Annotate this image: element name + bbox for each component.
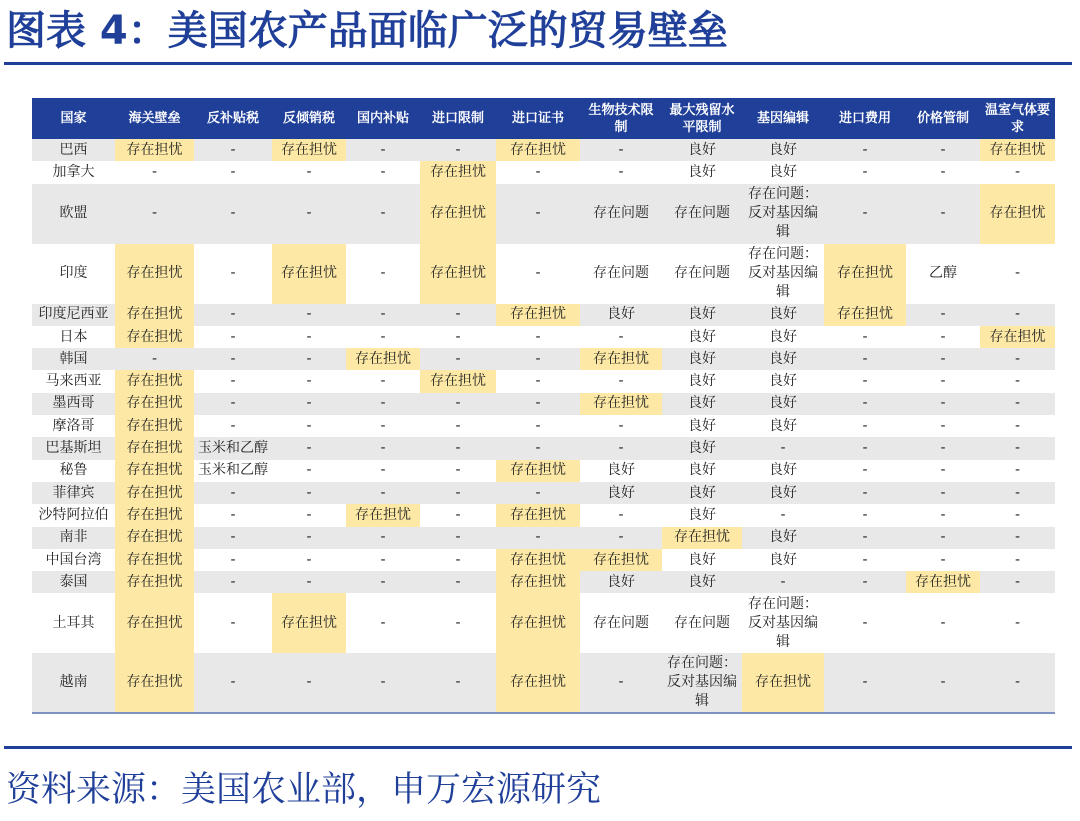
table-cell: - (980, 244, 1055, 304)
table-cell: 存在担忧 (272, 593, 346, 653)
table-cell: - (496, 415, 580, 437)
table-cell: - (272, 460, 346, 482)
table-cell: 存在问题 (580, 244, 662, 304)
table-cell: 良好 (580, 460, 662, 482)
table-cell: - (272, 571, 346, 593)
table-cell: - (346, 482, 420, 504)
table-cell: - (346, 437, 420, 459)
table-cell: 存在担忧 (115, 370, 194, 392)
table-cell: 存在担忧 (980, 326, 1055, 348)
table-cell: - (115, 348, 194, 370)
table-cell: - (272, 549, 346, 571)
table-cell: - (824, 549, 906, 571)
table-cell: 存在担忧 (496, 653, 580, 713)
table-cell: - (272, 370, 346, 392)
table-cell: - (580, 527, 662, 549)
table-cell: - (906, 326, 980, 348)
table-cell: 良好 (742, 527, 824, 549)
table-cell: - (194, 393, 272, 415)
table-cell: 良好 (742, 161, 824, 183)
table-cell: - (420, 437, 496, 459)
table-cell: - (272, 437, 346, 459)
table-cell: - (980, 370, 1055, 392)
table-cell: 良好 (662, 504, 742, 526)
table-cell: - (420, 393, 496, 415)
table-cell: 乙醇 (906, 244, 980, 304)
table-cell: - (272, 326, 346, 348)
column-header: 进口证书 (496, 98, 580, 139)
table-cell: - (272, 653, 346, 713)
table-cell: - (346, 593, 420, 653)
table-cell: - (906, 504, 980, 526)
table-cell: - (496, 527, 580, 549)
table-cell: 存在问题 (580, 593, 662, 653)
table-cell: - (824, 527, 906, 549)
table-row (32, 139, 1055, 161)
country-cell: 印度尼西亚 (32, 304, 115, 326)
table-cell: - (824, 571, 906, 593)
table-cell: 存在担忧 (115, 139, 194, 161)
column-header: 反补贴税 (194, 98, 272, 139)
table-cell: 存在担忧 (496, 460, 580, 482)
table-cell: - (980, 304, 1055, 326)
table-cell: - (824, 184, 906, 244)
table-cell: - (906, 437, 980, 459)
table-cell: - (824, 482, 906, 504)
table-cell: - (346, 393, 420, 415)
country-cell: 土耳其 (32, 593, 115, 653)
table-cell: - (980, 593, 1055, 653)
table-row (32, 482, 1055, 504)
table-cell: - (194, 304, 272, 326)
table-cell: 存在担忧 (115, 549, 194, 571)
table-cell: 存在担忧 (115, 593, 194, 653)
column-header: 国内补贴 (346, 98, 420, 139)
table-cell: 良好 (662, 549, 742, 571)
source-note: 资料来源：美国农业部，申万宏源研究 (6, 770, 602, 810)
table-cell: - (980, 393, 1055, 415)
table-cell: 存在担忧 (115, 437, 194, 459)
table-cell: 存在担忧 (580, 393, 662, 415)
table-cell: - (194, 415, 272, 437)
table-row (32, 348, 1055, 370)
table-cell: 存在担忧 (346, 504, 420, 526)
table-cell: 存在担忧 (115, 304, 194, 326)
table-cell: - (980, 437, 1055, 459)
table-cell: - (980, 527, 1055, 549)
table-cell: - (346, 184, 420, 244)
table-cell: - (496, 326, 580, 348)
country-cell: 巴西 (32, 139, 115, 161)
table-cell: 良好 (742, 460, 824, 482)
country-cell: 加拿大 (32, 161, 115, 183)
table-cell: 存在问题：反对基因编辑 (742, 184, 824, 244)
table-cell: 良好 (662, 415, 742, 437)
table-cell: - (496, 393, 580, 415)
table-cell: - (346, 304, 420, 326)
table-cell: 存在担忧 (906, 571, 980, 593)
country-cell: 马来西亚 (32, 370, 115, 392)
table-cell: - (906, 653, 980, 713)
table-cell: - (980, 482, 1055, 504)
table-cell: 良好 (580, 482, 662, 504)
table-cell: - (420, 593, 496, 653)
table-cell: - (906, 161, 980, 183)
table-cell: - (906, 549, 980, 571)
column-header: 温室气体要求 (980, 98, 1055, 139)
table-cell: - (420, 653, 496, 713)
column-header: 价格管制 (906, 98, 980, 139)
country-cell: 韩国 (32, 348, 115, 370)
table-cell: 存在担忧 (115, 571, 194, 593)
table-cell: - (496, 370, 580, 392)
table-cell: - (906, 415, 980, 437)
country-cell: 巴基斯坦 (32, 437, 115, 459)
table-cell: 存在担忧 (115, 326, 194, 348)
country-cell: 中国台湾 (32, 549, 115, 571)
table-cell: 良好 (580, 304, 662, 326)
column-header: 反倾销税 (272, 98, 346, 139)
table-cell: 存在担忧 (115, 482, 194, 504)
table-cell: 良好 (742, 139, 824, 161)
table-cell: - (420, 527, 496, 549)
table-row (32, 244, 1055, 304)
country-cell: 欧盟 (32, 184, 115, 244)
table-cell: 存在担忧 (272, 139, 346, 161)
table-cell: 良好 (662, 370, 742, 392)
table-cell: - (272, 482, 346, 504)
table-cell: 存在担忧 (496, 571, 580, 593)
table-cell: 良好 (742, 326, 824, 348)
table-row (32, 593, 1055, 653)
table-cell: 存在担忧 (115, 393, 194, 415)
table-cell: 存在担忧 (496, 549, 580, 571)
table-row (32, 393, 1055, 415)
table-cell: - (580, 415, 662, 437)
table-cell: - (346, 161, 420, 183)
table-cell: 良好 (742, 370, 824, 392)
table-cell: 存在担忧 (662, 527, 742, 549)
table-cell: - (346, 653, 420, 713)
table-cell: - (420, 460, 496, 482)
table-cell: 存在担忧 (742, 653, 824, 713)
table-cell: - (272, 161, 346, 183)
table-cell: - (906, 393, 980, 415)
trade-barrier-table (32, 98, 1055, 714)
table-cell: 存在担忧 (496, 139, 580, 161)
table-row (32, 161, 1055, 183)
column-header: 海关壁垒 (115, 98, 194, 139)
table-cell: - (420, 326, 496, 348)
table-cell: 存在担忧 (420, 184, 496, 244)
table-cell: - (194, 326, 272, 348)
table-row (32, 437, 1055, 459)
country-cell: 秘鲁 (32, 460, 115, 482)
column-header: 进口费用 (824, 98, 906, 139)
table-cell: - (420, 348, 496, 370)
table-cell: - (496, 482, 580, 504)
table-row (32, 370, 1055, 392)
table-cell: - (272, 504, 346, 526)
table-cell: 良好 (742, 348, 824, 370)
table-cell: - (824, 460, 906, 482)
table-cell: - (194, 348, 272, 370)
table-cell: - (980, 504, 1055, 526)
table-cell: 良好 (580, 571, 662, 593)
table-row (32, 184, 1055, 244)
table-cell: 存在担忧 (496, 504, 580, 526)
table-cell: 存在问题 (580, 184, 662, 244)
table-cell: - (906, 460, 980, 482)
table-row (32, 653, 1055, 713)
table-body (32, 139, 1055, 713)
table-cell: - (194, 593, 272, 653)
table-cell: 存在问题 (662, 184, 742, 244)
table-cell: - (742, 504, 824, 526)
table-cell: 存在担忧 (115, 653, 194, 713)
table-cell: 存在担忧 (420, 370, 496, 392)
country-cell: 菲律宾 (32, 482, 115, 504)
table-cell: 存在担忧 (580, 348, 662, 370)
table-cell: - (346, 460, 420, 482)
column-header: 基因编辑 (742, 98, 824, 139)
table-cell: - (420, 504, 496, 526)
table-cell: - (194, 504, 272, 526)
title-rule (4, 62, 1072, 65)
table-cell: - (580, 504, 662, 526)
country-cell: 日本 (32, 326, 115, 348)
table-cell: - (580, 437, 662, 459)
table-cell: - (194, 482, 272, 504)
table-cell: 存在问题 (662, 244, 742, 304)
table-cell: - (346, 415, 420, 437)
table-cell: 存在担忧 (824, 244, 906, 304)
table-cell: - (420, 571, 496, 593)
table-cell: - (824, 348, 906, 370)
table-cell: - (272, 348, 346, 370)
page-title: 图表 4：美国农产品面临广泛的贸易壁垒 (6, 8, 728, 54)
table-cell: - (824, 161, 906, 183)
country-cell: 墨西哥 (32, 393, 115, 415)
table-cell: - (272, 415, 346, 437)
table-cell: 存在问题 (662, 593, 742, 653)
table-cell: - (906, 482, 980, 504)
table-cell: - (980, 460, 1055, 482)
table-cell: 良好 (662, 393, 742, 415)
table-cell: 存在担忧 (824, 304, 906, 326)
table-cell: - (906, 348, 980, 370)
table-cell: - (272, 184, 346, 244)
table-cell: - (194, 653, 272, 713)
table-cell: 存在担忧 (115, 527, 194, 549)
table-row (32, 304, 1055, 326)
table-cell: - (346, 370, 420, 392)
country-cell: 沙特阿拉伯 (32, 504, 115, 526)
table-cell: 良好 (662, 482, 742, 504)
table-row (32, 527, 1055, 549)
table-cell: 良好 (662, 348, 742, 370)
table-cell: 玉米和乙醇 (194, 460, 272, 482)
country-cell: 南非 (32, 527, 115, 549)
table-cell: - (272, 393, 346, 415)
column-header: 生物技术限制 (580, 98, 662, 139)
table-cell: - (194, 370, 272, 392)
table-cell: 良好 (662, 161, 742, 183)
table-cell: - (824, 370, 906, 392)
table-cell: 玉米和乙醇 (194, 437, 272, 459)
table-cell: - (980, 348, 1055, 370)
table-cell: - (496, 348, 580, 370)
table-cell: - (194, 244, 272, 304)
table-cell: - (346, 244, 420, 304)
table-cell: - (980, 571, 1055, 593)
table-cell: - (420, 139, 496, 161)
table-row (32, 415, 1055, 437)
table-cell: - (194, 139, 272, 161)
table-cell: - (420, 549, 496, 571)
table-cell: 良好 (662, 437, 742, 459)
table-cell: - (420, 304, 496, 326)
table-cell: - (980, 549, 1055, 571)
table-cell: - (824, 437, 906, 459)
table-cell: - (496, 161, 580, 183)
table-cell: 良好 (742, 415, 824, 437)
country-cell: 摩洛哥 (32, 415, 115, 437)
table-row (32, 326, 1055, 348)
table-cell: 良好 (662, 139, 742, 161)
table-cell: 良好 (742, 482, 824, 504)
table-cell: 良好 (662, 304, 742, 326)
table-cell: - (580, 161, 662, 183)
table-cell: - (580, 139, 662, 161)
table-cell: - (115, 161, 194, 183)
table-cell: - (980, 653, 1055, 713)
table-cell: 存在担忧 (272, 244, 346, 304)
table-cell: 存在问题：反对基因编辑 (662, 653, 742, 713)
table-cell: - (346, 571, 420, 593)
table-cell: - (580, 370, 662, 392)
table-cell: - (742, 571, 824, 593)
table-cell: - (496, 244, 580, 304)
country-cell: 印度 (32, 244, 115, 304)
table-cell: - (272, 304, 346, 326)
table-row (32, 504, 1055, 526)
table-cell: 存在担忧 (580, 549, 662, 571)
table-cell: - (272, 527, 346, 549)
column-header: 进口限制 (420, 98, 496, 139)
table-cell: - (824, 653, 906, 713)
table-cell: - (906, 527, 980, 549)
table-cell: 存在担忧 (115, 460, 194, 482)
table-cell: - (115, 184, 194, 244)
table-header-row (32, 98, 1055, 139)
table-cell: - (980, 161, 1055, 183)
country-cell: 越南 (32, 653, 115, 713)
table-cell: - (420, 415, 496, 437)
table-cell: - (906, 139, 980, 161)
table-cell: 良好 (662, 326, 742, 348)
table-cell: 良好 (742, 304, 824, 326)
table-cell: 存在问题：反对基因编辑 (742, 593, 824, 653)
table-cell: - (346, 139, 420, 161)
table-row (32, 549, 1055, 571)
table-cell: - (824, 326, 906, 348)
table-cell: 良好 (662, 460, 742, 482)
table-cell: - (824, 139, 906, 161)
table-row (32, 571, 1055, 593)
table-cell: 存在担忧 (496, 593, 580, 653)
table-cell: - (346, 527, 420, 549)
table-cell: - (906, 304, 980, 326)
table-cell: - (906, 370, 980, 392)
table-cell: 良好 (662, 571, 742, 593)
table-cell: - (194, 527, 272, 549)
column-header: 最大残留水平限制 (662, 98, 742, 139)
table-cell: - (824, 593, 906, 653)
table-cell: - (194, 161, 272, 183)
table-cell: 良好 (742, 549, 824, 571)
table-cell: - (824, 393, 906, 415)
table-cell: - (194, 184, 272, 244)
table-cell: - (824, 415, 906, 437)
table-cell: - (742, 437, 824, 459)
table-cell: 存在担忧 (420, 244, 496, 304)
table-row (32, 460, 1055, 482)
table-cell: 存在担忧 (115, 415, 194, 437)
table-cell: - (194, 571, 272, 593)
table-cell: - (906, 184, 980, 244)
table-cell: 良好 (742, 393, 824, 415)
country-cell: 泰国 (32, 571, 115, 593)
table-cell: 存在担忧 (115, 504, 194, 526)
footer-rule (4, 746, 1072, 749)
table-cell: - (980, 415, 1055, 437)
table-cell: 存在问题：反对基因编辑 (742, 244, 824, 304)
table-cell: - (194, 549, 272, 571)
table-cell: 存在担忧 (980, 184, 1055, 244)
table-cell: - (906, 593, 980, 653)
table-cell: 存在担忧 (496, 304, 580, 326)
table-cell: 存在担忧 (980, 139, 1055, 161)
table-cell: - (346, 549, 420, 571)
column-header: 国家 (32, 98, 115, 139)
table-cell: - (580, 653, 662, 713)
table-cell: - (346, 326, 420, 348)
table-cell: - (824, 504, 906, 526)
table-cell: - (420, 482, 496, 504)
table-cell: - (496, 184, 580, 244)
table-cell: 存在担忧 (115, 244, 194, 304)
table-cell: - (580, 326, 662, 348)
table-cell: 存在担忧 (420, 161, 496, 183)
table-cell: - (496, 437, 580, 459)
table-cell: 存在担忧 (346, 348, 420, 370)
